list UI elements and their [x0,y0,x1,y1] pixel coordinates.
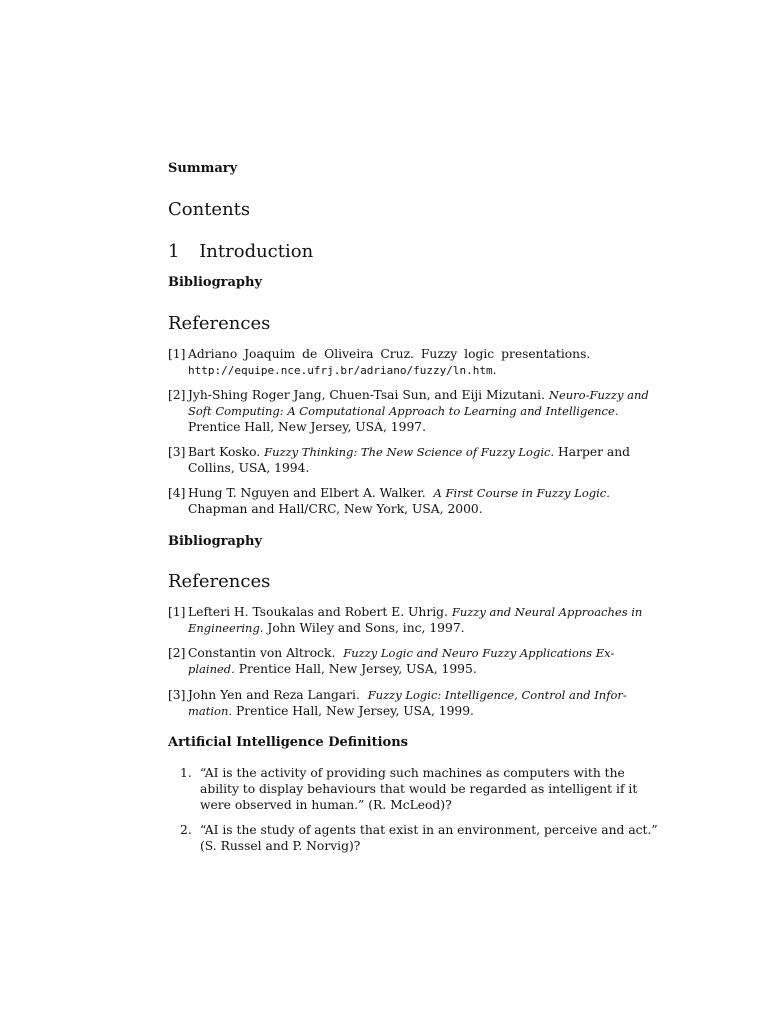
reference-title: A First Course in Fuzzy Logic. [433,486,610,500]
reference-number: [1] [168,605,186,619]
reference-authors: John Yen and Reza Langari. [188,688,360,702]
reference-authors: Bart Kosko. [188,445,261,459]
reference-publisher: John Wiley and Sons, inc, 1997. [267,621,465,635]
summary-heading: Summary [168,161,238,176]
reference-number: [1] [168,347,186,361]
references-heading-1: References [168,313,271,334]
ai-definitions-heading: Artificial Intelligence Definitions [168,735,408,750]
reference-publisher: Collins, USA, 1994. [188,461,310,475]
reference-entry [168,645,615,677]
reference-number: [2] [168,388,186,402]
list-number: 1. [180,766,192,780]
list-number: 2. [180,823,192,837]
reference-text: . [492,363,497,377]
references-heading-2: References [168,571,271,592]
reference-authors: Jyh-Shing Roger Jang, Chuen-Tsai Sun, and Eiji Mizutani. [188,388,545,402]
reference-entry [168,444,631,476]
reference-publisher: Prentice Hall, New Jersey, USA, 1999. [235,704,474,718]
list-text: “AI is the activity of providing such machines as computers with the [200,766,625,780]
reference-publisher: Harper and [558,445,631,459]
contents-heading: Contents [168,199,251,220]
list-item [180,822,658,854]
bibliography-heading-1: Bibliography [168,275,263,290]
reference-entry [168,346,600,379]
list-item [180,765,638,813]
reference-publisher: Chapman and Hall/CRC, New York, USA, 2000. [188,502,483,516]
reference-title: Fuzzy Logic: Intelligence, Control and Infor- [367,688,627,702]
reference-authors: Lefteri H. Tsoukalas and Robert E. Uhrig. [188,605,448,619]
section-title: Introduction [199,241,314,262]
reference-title: Fuzzy Thinking: The New Science of Fuzzy Logic. [264,445,555,459]
reference-title: plained. [188,662,235,676]
reference-text: Adriano Joaquim de Oliveira Cruz. Fuzzy logic presentations. [188,347,591,361]
reference-entry [168,687,627,719]
list-text: were observed in human.” (R. McLeod)? [200,798,452,812]
list-text: (S. Russel and P. Norvig)? [200,839,361,853]
reference-entry [168,485,610,517]
reference-entry [168,387,649,435]
reference-entry [168,604,643,636]
reference-number: [3] [168,445,186,459]
reference-publisher: Prentice Hall, New Jersey, USA, 1995. [238,662,477,676]
section-number: 1 [168,241,180,262]
reference-publisher: Prentice Hall, New Jersey, USA, 1997. [188,420,426,434]
reference-title: Neuro-Fuzzy and [548,388,649,402]
reference-title: mation. [188,704,233,718]
reference-title: Soft Computing: A Computational Approach to Learning and Intelligence. [188,404,619,418]
introduction-heading [168,241,313,262]
reference-title: Engineering. [188,621,264,635]
reference-title: Fuzzy Logic and Neuro Fuzzy Applications Ex- [343,646,615,660]
reference-url[interactable]: http://equipe.nce.ufrj.br/adriano/fuzzy/ln.htm [188,364,493,377]
bibliography-heading-2: Bibliography [168,534,263,549]
reference-number: [2] [168,646,186,660]
reference-authors: Hung T. Nguyen and Elbert A. Walker. [188,486,426,500]
list-text: ability to display behaviours that would be regarded as intelligent if it [200,782,638,796]
reference-title: Fuzzy and Neural Approaches in [451,605,643,619]
reference-authors: Constantin von Altrock. [188,646,336,660]
list-text: “AI is the study of agents that exist in an environment, perceive and act.” [200,823,658,837]
reference-number: [4] [168,486,186,500]
reference-number: [3] [168,688,186,702]
